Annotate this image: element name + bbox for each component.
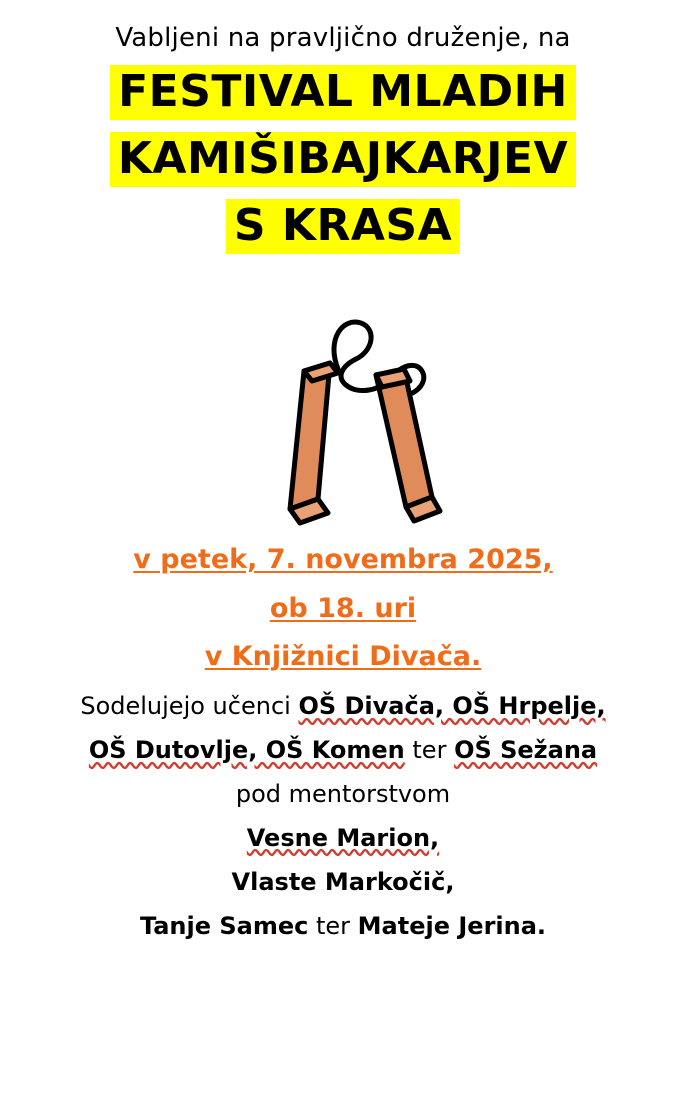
- credits-block: [80, 691, 605, 941]
- mentor-2-name: Vlaste Markočič,: [231, 868, 455, 897]
- mentor-1: [247, 823, 439, 853]
- schools-conjunction: ter: [404, 736, 455, 765]
- participants-prefix: Sodelujejo učenci: [80, 692, 299, 721]
- title-line-1: FESTIVAL MLADIH: [110, 65, 576, 120]
- wooden-clappers-illustration: [173, 278, 513, 528]
- mentor-4-name: Mateje Jerina.: [357, 912, 547, 941]
- schools-line-2-b: OŠ Sežana: [454, 736, 598, 765]
- event-time: ob 18. uri: [269, 592, 417, 624]
- participants-line: [80, 691, 605, 721]
- event-location: v Knjižnici Divača.: [204, 641, 482, 673]
- event-details: [133, 544, 552, 673]
- mentor-1-name: Vesne Marion,: [246, 824, 440, 853]
- schools-line-1: OŠ Divača, OŠ Hrpelje,: [298, 692, 606, 721]
- schools-line-2: [89, 735, 597, 765]
- title-line-3: S KRASA: [226, 199, 460, 254]
- title-block: [110, 65, 576, 255]
- mentor-3-name: Tanje Samec: [139, 912, 309, 941]
- mentorship-label: pod mentorstvom: [235, 780, 451, 809]
- intro-text: Vabljeni na pravljično druženje, na: [115, 23, 571, 53]
- mentor-conjunction: ter: [308, 912, 358, 941]
- mentor-2: [232, 867, 455, 897]
- event-date: v petek, 7. novembra 2025,: [133, 544, 553, 576]
- title-line-2: KAMIŠIBAJKARJEV: [110, 132, 576, 187]
- schools-line-2-a: OŠ Dutovlje, OŠ Komen: [88, 736, 405, 765]
- mentor-last-line: [140, 911, 546, 941]
